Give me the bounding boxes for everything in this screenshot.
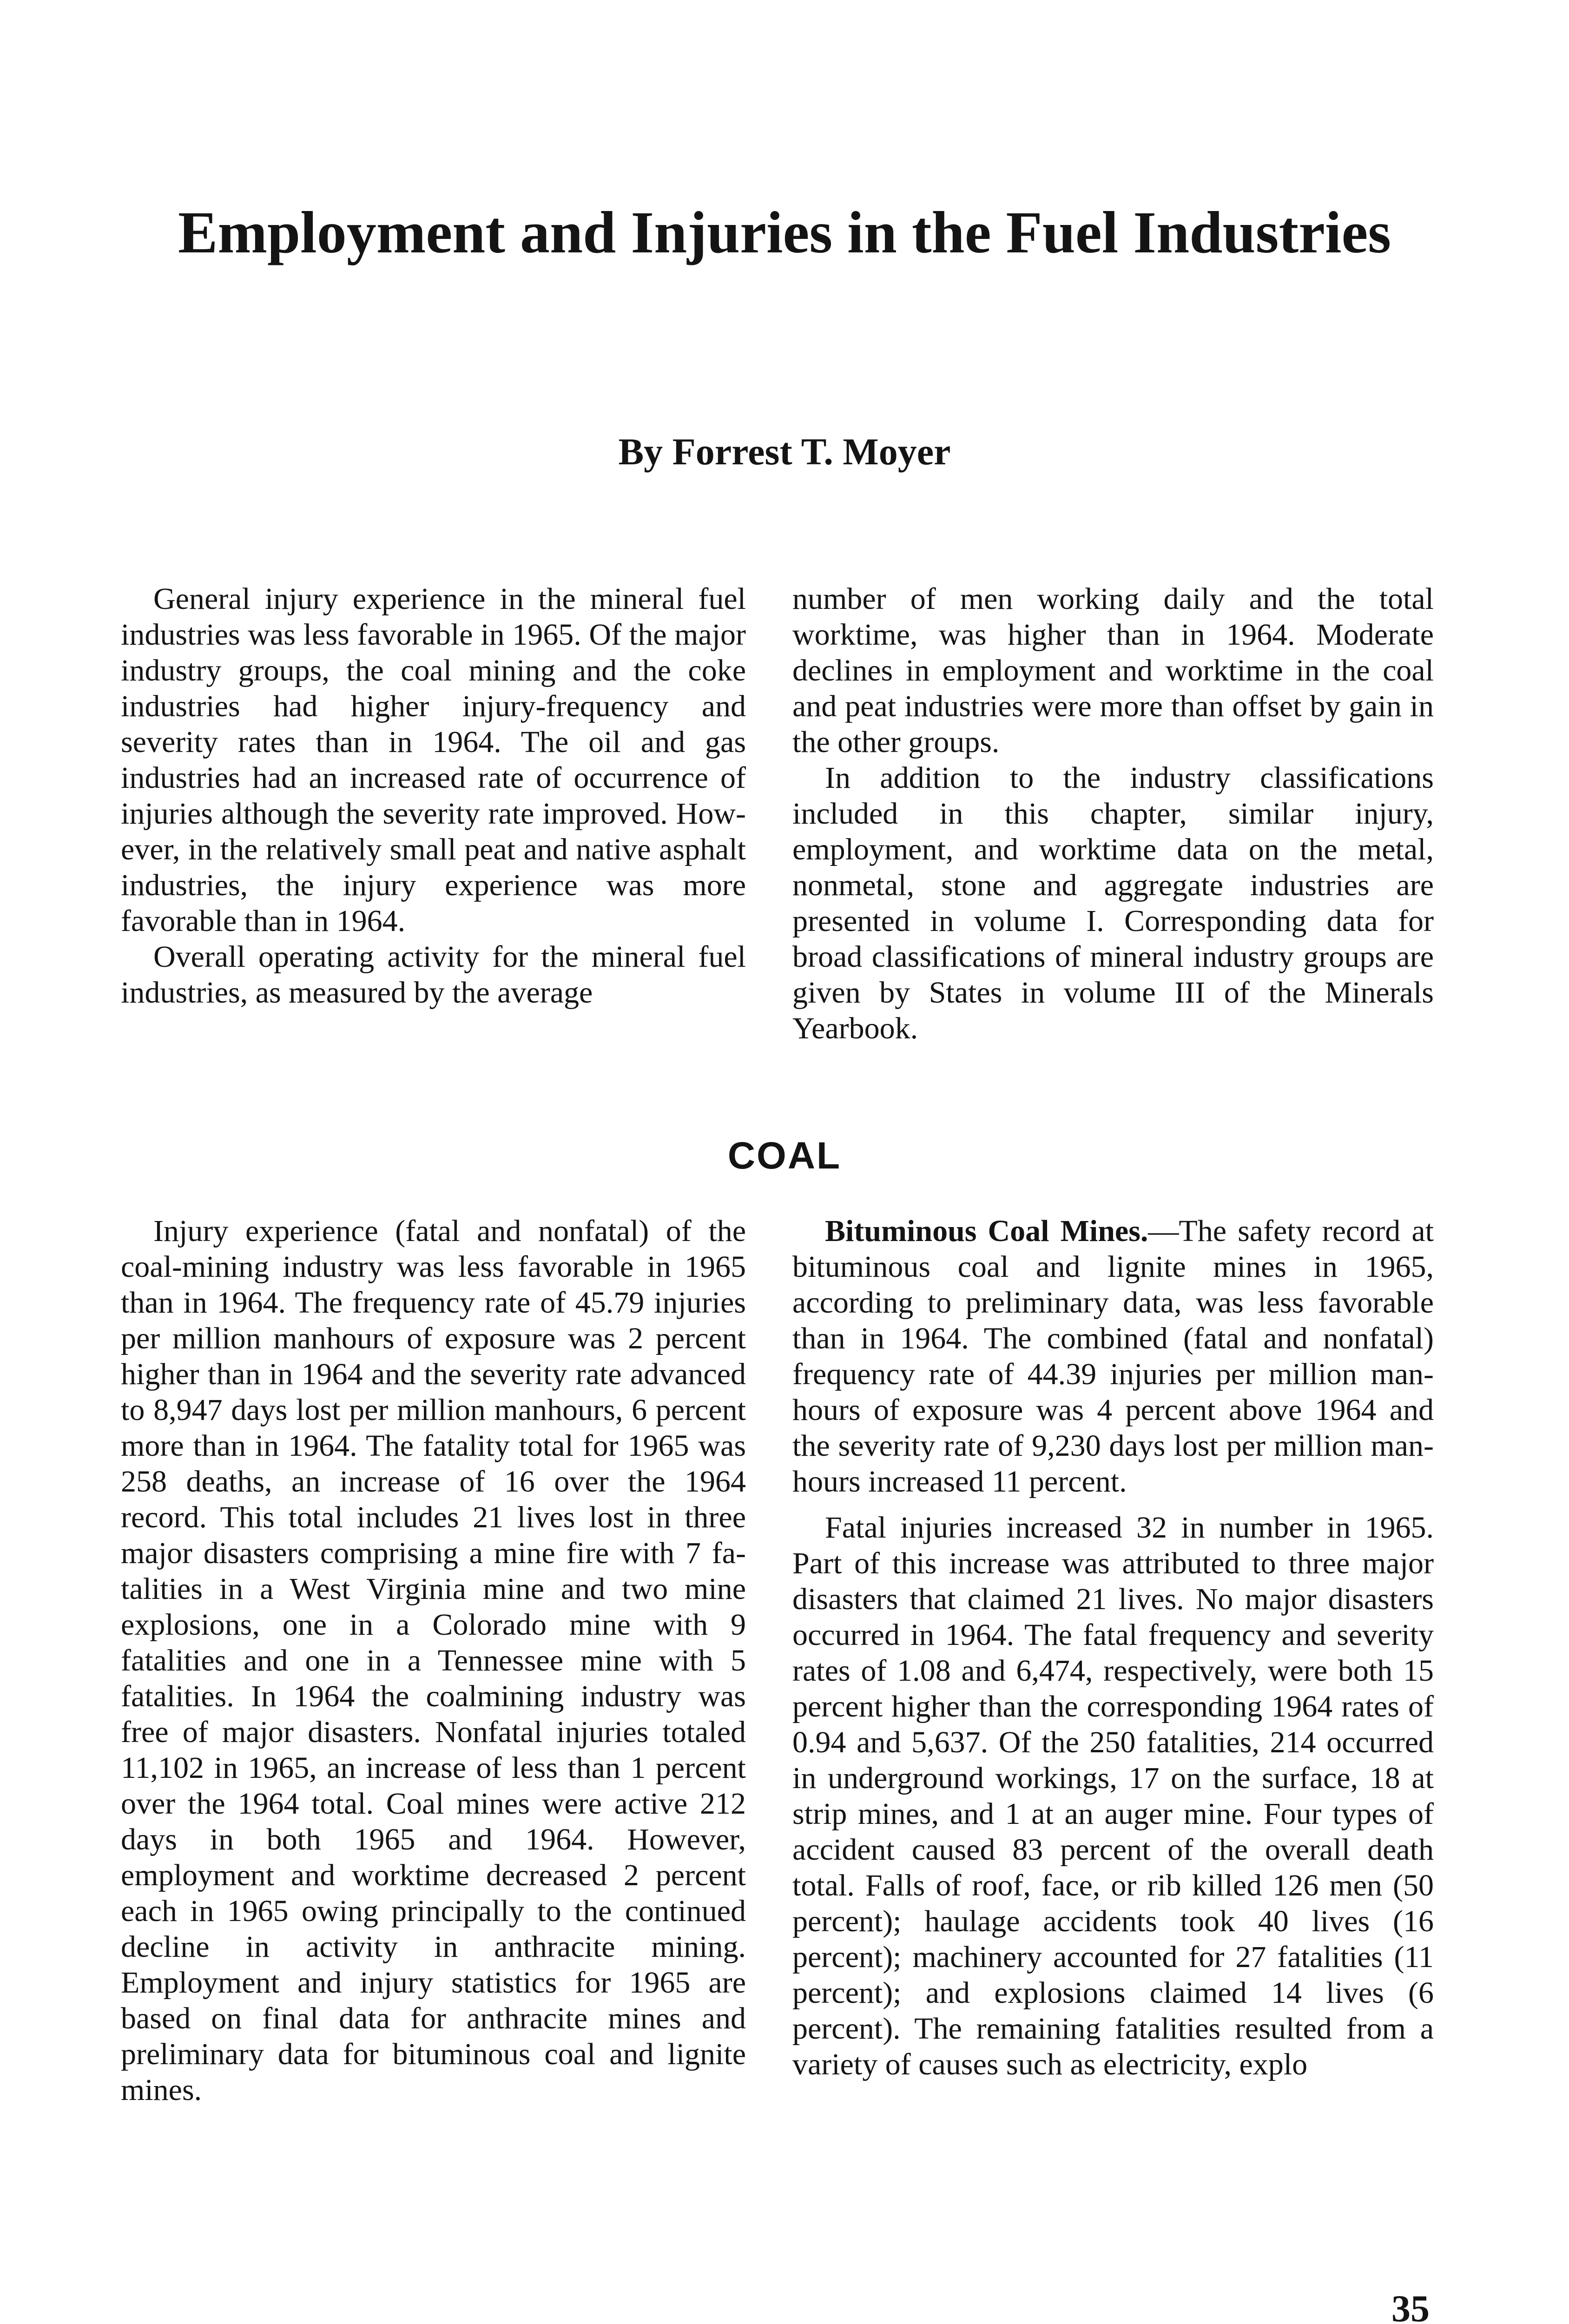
intro-paragraph: General injury experience in the mineral fuel industries was less favorable in 1965. Of the major industry groups, the coal mining and the coke industries had higher injury-frequency and severity rates than in 1964. The oil and gas industries had an increased rate of occurrence of injuries although the severity rate improved. However, in the relatively small peat and native asphalt industries, the injury experience was more favorable than in 1964.: [121, 582, 746, 938]
coal-left-column: [121, 1213, 746, 2108]
intro-left-column: [121, 581, 746, 1010]
author-byline: By Forrest T. Moyer: [618, 430, 951, 473]
runin-heading: Bituminous Coal Mines.: [825, 1214, 1148, 1248]
bituminous-text: —The safety record at bituminous coal and lignite mines in 1965, according to preliminary data, was less favorable than in 1964. The combined (fatal and nonfatal) frequency rate of 44.39 injuries per million man-hours of exposure was 4 percent above 1964 and the severity rate of 9,230 days lost per million man-hours increased 11 percent.: [792, 1214, 1434, 1499]
page-number: 35: [1391, 2287, 1430, 2324]
fatal-injuries-paragraph: Fatal injuries increased 32 in number in 1965. Part of this increase was attributed to three major disasters that claimed 21 lives. No major disasters occurred in 1964. The fatal frequency and severity rates of 1.08 and 6,474, respectively, were both 15 percent higher than the corresponding 1964 rates of 0.94 and 5,637. Of the 250 fatalities, 214 occurred in underground workings, 17 on the surface, 18 at strip mines, and 1 at an auger mine. Four types of accident caused 83 percent of the overall death total. Falls of roof, face, or rib killed 126 men (50 percent); haulage accidents took 40 lives (16 percent); machinery accounted for 27 fatalities (11 percent); and explosions claimed 14 lives (6 percent). The remaining fatalities resulted from a variety of causes such as electricity, explo: [792, 1511, 1434, 2081]
section-heading-coal: COAL: [727, 1135, 842, 1177]
intro-paragraph: In addition to the industry classifications included in this chapter, similar injury, employment, and worktime data on the metal, nonmetal, stone and aggregate industries are presented in volume I. Corresponding data for broad classifications of mineral industry groups are given by States in volume III of the Minerals Yearbook.: [792, 761, 1434, 1045]
article-title: Employment and Injuries in the Fuel Industries: [178, 199, 1391, 265]
intro-paragraph: Overall operating activity for the mineral fuel industries, as measured by the average: [121, 940, 746, 1010]
bituminous-paragraph: [792, 1213, 1434, 1499]
coal-paragraph: Injury experience (fatal and nonfatal) of the coal-mining industry was less favorable in 1965 than in 1964. The frequency rate of 45.79 injuries per million manhours of exposure was 2 percent higher than in 1964 and the severity rate advanced to 8,947 days lost per million manhours, 6 percent more than in 1964. The fatality total for 1965 was 258 deaths, an increase of 16 over the 1964 record. This total includes 21 lives lost in three major disasters comprising a mine fire with 7 fatalities in a West Virginia mine and two mine explosions, one in a Colorado mine with 9 fatalities and one in a Tennessee mine with 5 fatalities. In 1964 the coalmining industry was free of major disasters. Nonfatal injuries totaled 11,102 in 1965, an increase of less than 1 percent over the 1964 total. Coal mines were active 212 days in both 1965 and 1964. However, employment and worktime decreased 2 percent each in 1965 owing principally to the continued decline in activity in anthracite mining. Employment and injury statistics for 1965 are based on final data for anthracite mines and preliminary data for bituminous coal and lignite mines.: [121, 1214, 746, 2107]
intro-right-column: [792, 581, 1434, 1046]
intro-paragraph: number of men working daily and the total worktime, was higher than in 1964. Moderate declines in employment and worktime in the coal and peat industries were more than offset by gain in the other groups.: [792, 582, 1434, 759]
coal-right-column: [792, 1213, 1434, 2082]
